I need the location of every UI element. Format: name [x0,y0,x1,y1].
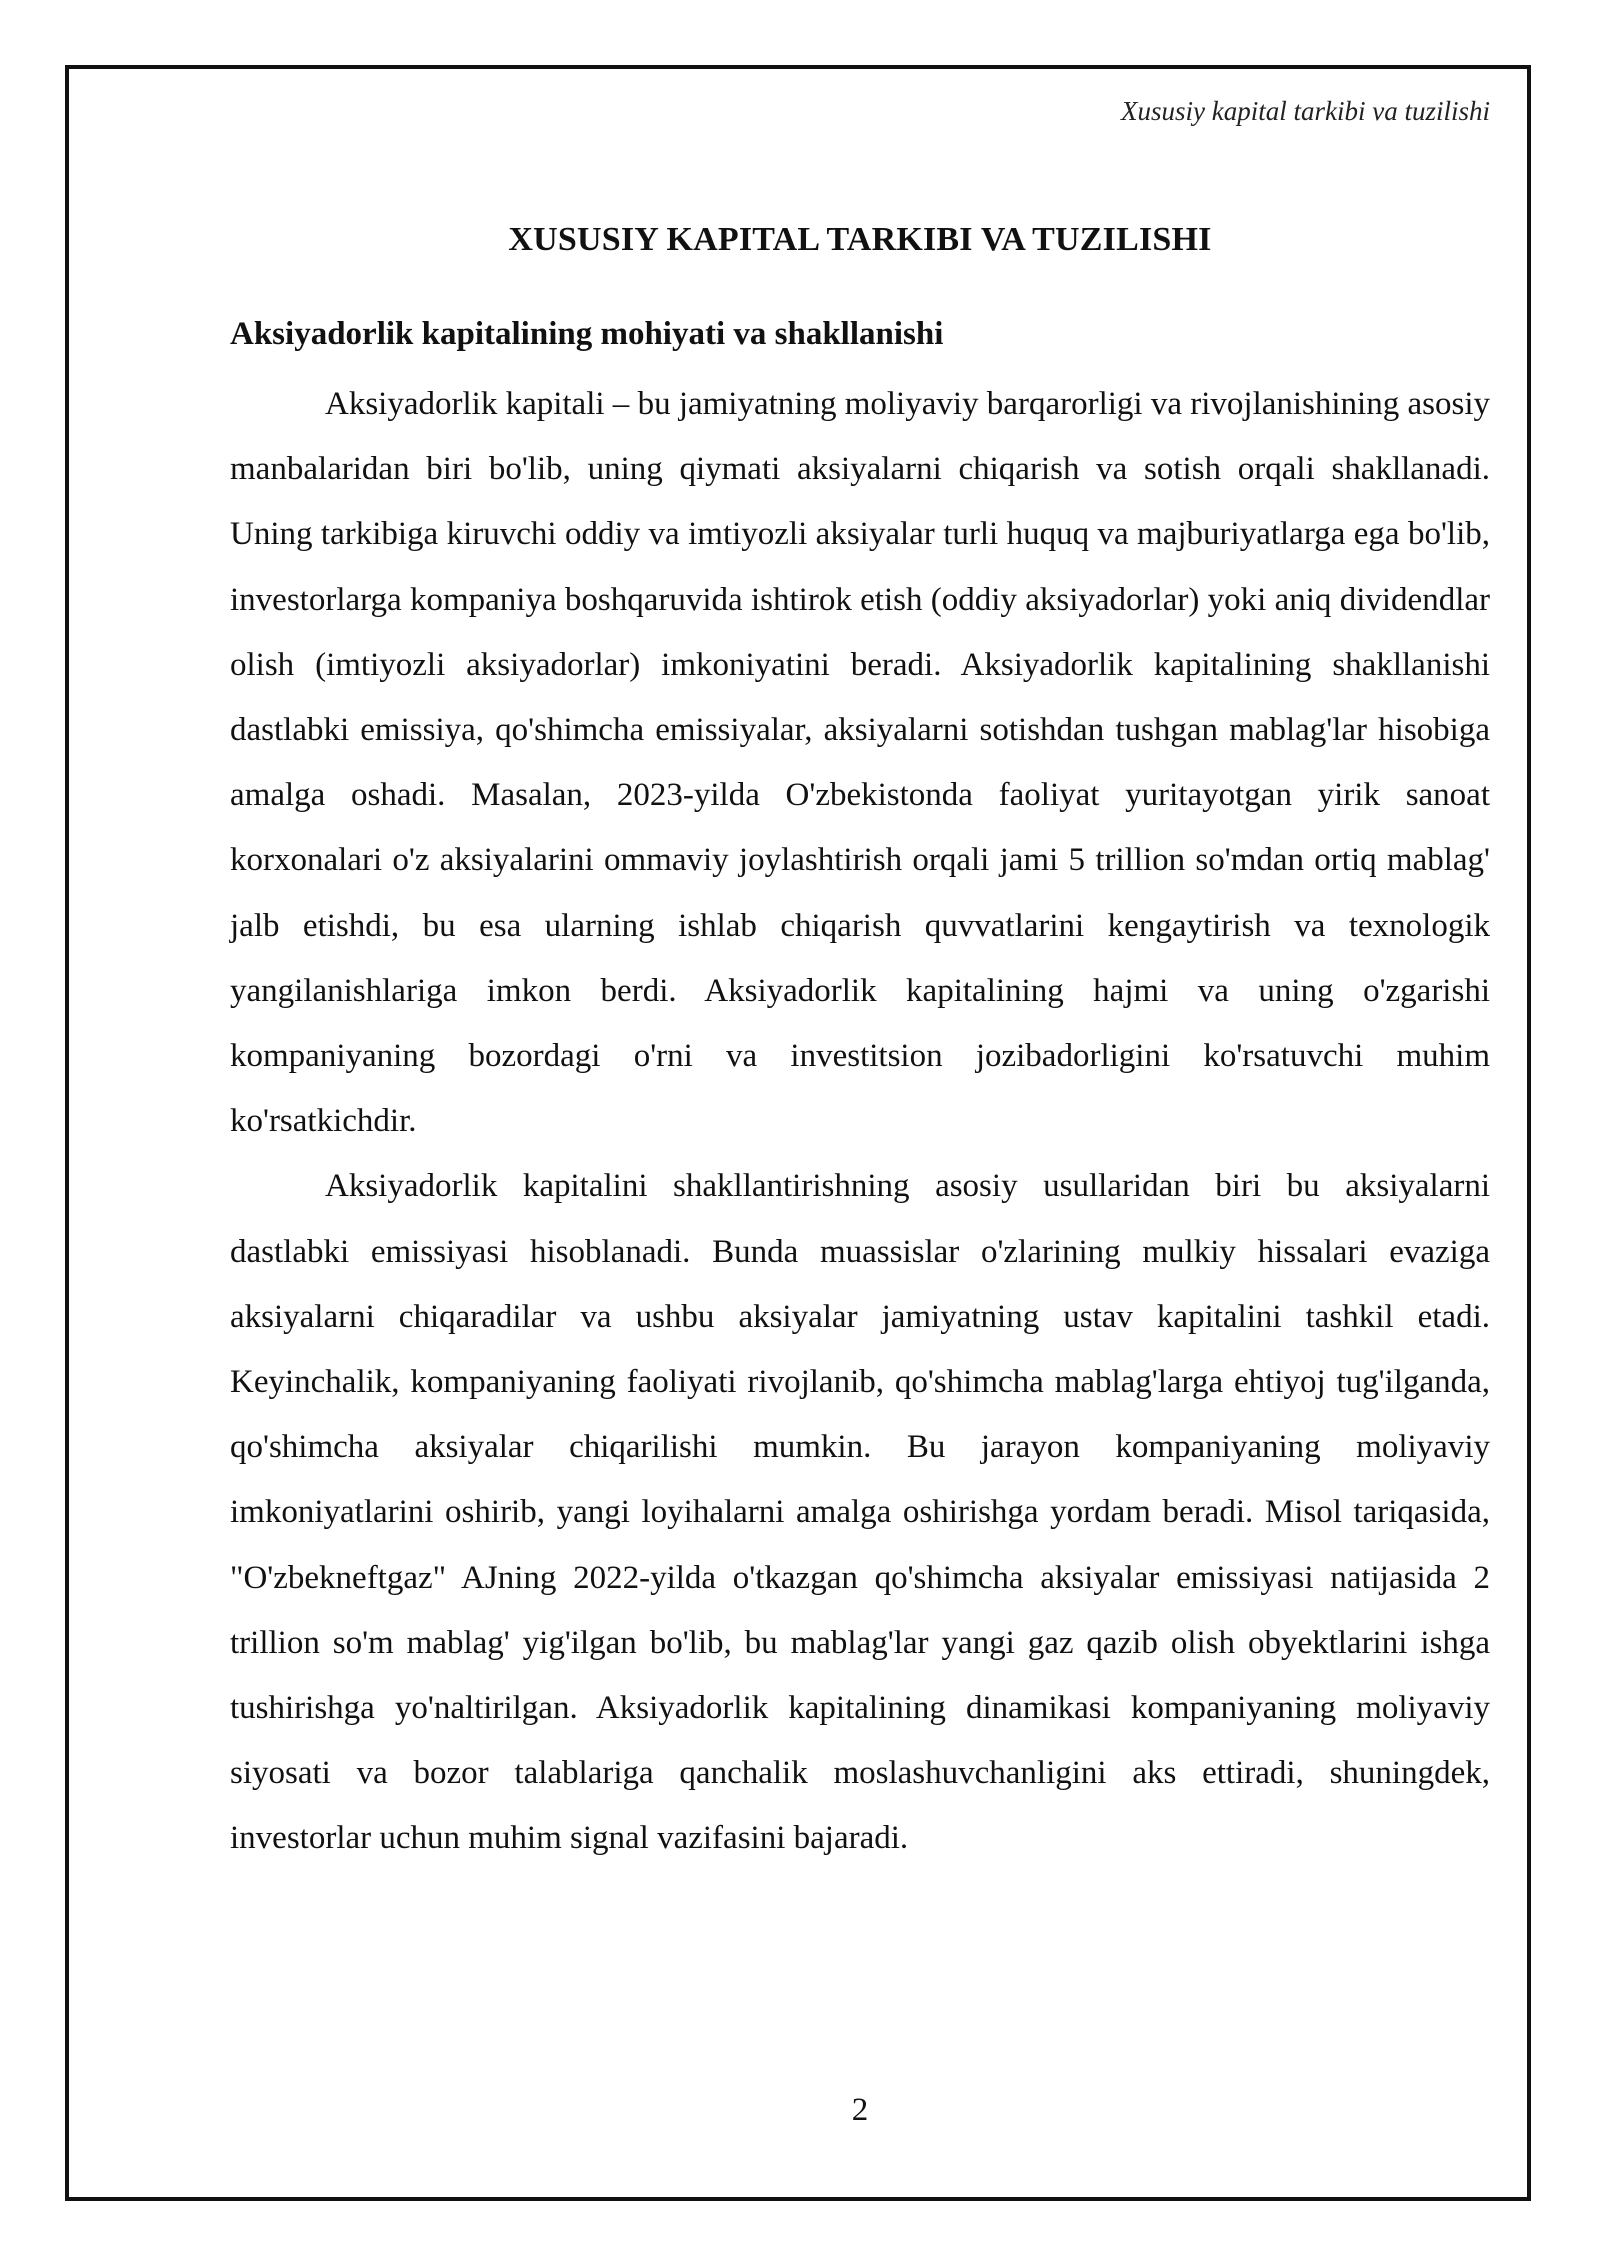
paragraph-1: Aksiyadorlik kapitali – bu jamiyatning moliyaviy barqarorligi va rivojlanishining asosiy manbalaridan biri bo'lib, uning qiymati aksiyalarni chiqarish va sotish orqali shakllanadi. Uning tarkibiga kiruvchi oddiy va imtiyozli aksiyalar turli huquq va majburiyatlarga ega bo'lib, investorlarga kompaniya boshqaruvida ishtirok etish (oddiy aksiyadorlar) yoki aniq dividendlar olish (imtiyozli aksiyadorlar) imkoniyatini beradi. Aksiyadorlik kapitalining shakllanishi dastlabki emissiya, qo'shimcha emissiyalar, aksiyalarni sotishdan tushgan mablag'lar hisobiga amalga oshadi. Masalan, 2023-yilda O'zbekistonda faoliyat yuritayotgan yirik sanoat korxonalari o'z aksiyalarini ommaviy joylashtirish orqali jami 5 trillion so'mdan ortiq mablag' jalb etishdi, bu esa ularning ishlab chiqarish quvvatlarini kengaytirish va texnologik yangilanishlariga imkon berdi. Aksiyadorlik kapitalining hajmi va uning o'zgarishi kompaniyaning bozordagi o'rni va investitsion jozibadorligini ko'rsatuvchi muhim ko'rsatkichdir. [230,386,1490,1140]
paragraph-2: Aksiyadorlik kapitalini shakllantirishning asosiy usullaridan biri bu aksiyalarni dastlabki emissiyasi hisoblanadi. Bunda muassislar o'zlarining mulkiy hissalari evaziga aksiyalarni chiqaradilar va ushbu aksiyalar jamiyatning ustav kapitalini tashkil etadi. Keyinchalik, kompaniyaning faoliyati rivojlanib, qo'shimcha mablag'larga ehtiyoj tug'ilganda, qo'shimcha aksiyalar chiqarilishi mumkin. Bu jarayon kompaniyaning moliyaviy imkoniyatlarini oshirib, yangi loyihalarni amalga oshirishga yordam beradi. Misol tariqasida, "O'zbekneftgaz" AJning 2022-yilda o'tkazgan qo'shimcha aksiyalar emissiyasi natijasida 2 trillion so'm mablag' yig'ilgan bo'lib, bu mablag'lar yangi gaz qazib olish obyektlarini ishga tushirishga yo'naltirilgan. Aksiyadorlik kapitalining dinamikasi kompaniyaning moliyaviy siyosati va bozor talablariga qanchalik moslashuvchanligini aks ettiradi, shuningdek, investorlar uchun muhim signal vazifasini bajaradi. [230,1168,1490,1857]
page-number: 2 [851,2092,869,2128]
document-body [230,210,1490,1872]
document-title: XUSUSIY KAPITAL TARKIBI VA TUZILISHI [508,221,1212,258]
section-heading: Aksiyadorlik kapitalining mohiyati va shakllanishi [230,316,944,352]
running-header: Xususiy kapital tarkibi va tuzilishi [1121,96,1490,126]
